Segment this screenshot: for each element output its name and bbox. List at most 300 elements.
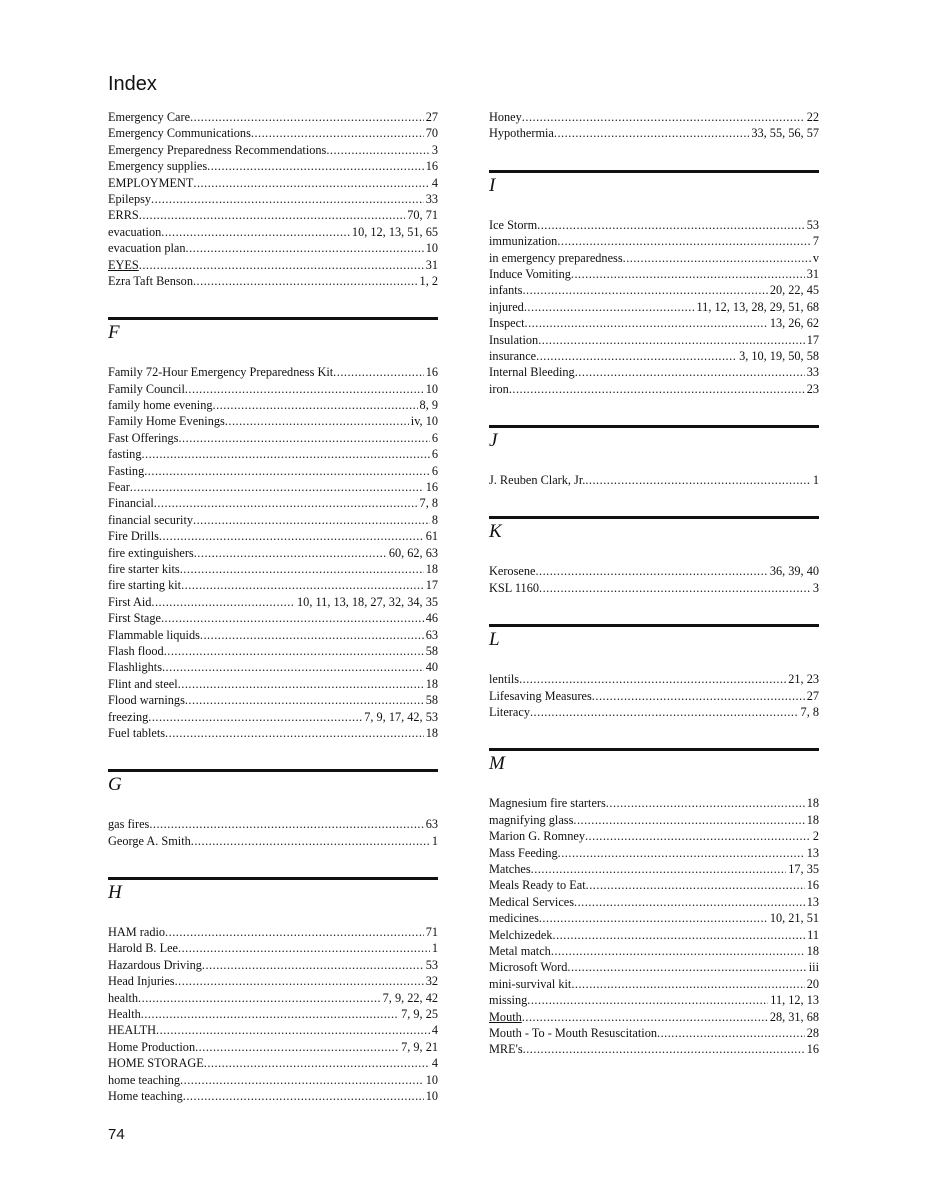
dot-leader [519,671,786,687]
entry-pages: 4 [431,1023,438,1038]
entry-pages: 7 [812,234,819,249]
entry-term: Induce Vomiting [489,266,571,281]
dot-leader [509,381,805,397]
index-entry [108,381,438,397]
dot-leader [525,315,768,331]
dot-leader [522,109,805,125]
entry-term: Ice Storm [489,217,538,232]
entry-term: EMPLOYMENT [108,175,194,190]
entry-pages: 18 [425,725,438,740]
dot-leader [536,348,737,364]
index-column-left [108,109,438,1104]
entry-term: freezing [108,709,149,724]
entry-term: Matches [489,861,531,876]
entry-pages: 8, 9 [419,398,438,413]
entry-pages: 1 [431,833,438,848]
entry-pages: 3, 10, 19, 50, 58 [739,348,819,363]
index-entry [489,250,819,266]
index-entry [108,816,438,832]
entry-term: medicines [489,911,539,926]
index-entry [108,940,438,956]
index-entry [108,676,438,692]
entry-list [489,784,819,1057]
index-entry [108,692,438,708]
entry-term: George A. Smith [108,833,191,848]
dot-leader [141,1006,399,1022]
index-entry [108,594,438,610]
entry-pages: 16 [425,365,438,380]
entry-pages: 4 [431,1056,438,1071]
entry-term: Internal Bleeding [489,365,575,380]
entry-pages: 18 [806,943,819,958]
entry-term: evacuation [108,224,162,239]
entry-term: Meals Ready to Eat [489,878,586,893]
section-letter: L [489,629,500,651]
dot-leader [571,266,805,282]
index-entry [489,580,819,596]
entry-list [489,206,819,397]
dot-leader [162,659,424,675]
index-entry [489,845,819,861]
dot-leader [530,704,799,720]
entry-pages: 58 [425,693,438,708]
index-entry [108,397,438,413]
entry-pages: 36, 39, 40 [769,564,819,579]
entry-pages: 16 [425,480,438,495]
dot-leader [213,397,418,413]
index-entry [489,1025,819,1041]
entry-term: Home Production [108,1039,196,1054]
entry-pages: 11, 12, 13 [770,993,819,1008]
dot-leader [178,430,429,446]
index-entry [489,1041,819,1057]
index-entry [108,175,438,191]
dot-leader [183,1088,424,1104]
entry-term: Flashlights [108,660,162,675]
dot-leader [535,563,767,579]
entry-pages: iii [808,960,819,975]
index-entry [489,266,819,282]
dot-leader [141,446,429,462]
index-entry [108,1039,438,1055]
index-entry [108,479,438,495]
entry-term: Marion G. Romney [489,829,585,844]
entry-term: home teaching [108,1072,181,1087]
entry-term: Emergency supplies [108,159,208,174]
index-entry [108,643,438,659]
dot-leader [159,528,424,544]
entry-term: First Aid [108,594,152,609]
index-entry [108,528,438,544]
entry-pages: 13 [806,894,819,909]
dot-leader [193,512,430,528]
index-entry [489,299,819,315]
index-entry [108,512,438,528]
entry-term: evacuation plan [108,241,186,256]
entry-pages: 23 [806,381,819,396]
index-entry [108,463,438,479]
dot-leader [144,463,430,479]
index-entry [108,142,438,158]
index-entry [489,861,819,877]
entry-list [489,461,819,488]
entry-term: Financial [108,496,154,511]
entry-term: iron [489,381,509,396]
dot-leader [148,709,362,725]
entry-term: Hypothermia [489,126,554,141]
entry-term: fire starter kits [108,561,180,576]
index-section [108,317,438,741]
index-section [108,877,438,1104]
dot-leader [537,217,805,233]
dot-leader [161,610,424,626]
dot-leader [592,688,805,704]
dot-leader [178,940,430,956]
entry-term: Honey [489,110,522,124]
index-entry [108,610,438,626]
entry-term: Ezra Taft Benson [108,273,193,288]
dot-leader [202,957,424,973]
section-letter: J [489,430,498,452]
dot-leader [139,257,424,273]
dot-leader [190,109,424,125]
index-entry [108,240,438,256]
index-section [108,109,438,289]
dot-leader [193,175,429,191]
index-entry [489,976,819,992]
entry-term: health [108,990,139,1005]
dot-leader [558,845,805,861]
dot-leader [527,992,768,1008]
dot-leader [178,676,424,692]
dot-leader [151,594,295,610]
entry-pages: 17 [806,332,819,347]
dot-leader [165,725,424,741]
dot-leader [585,472,811,488]
index-entry [108,833,438,849]
index-entry [108,545,438,561]
entry-list [108,913,438,1104]
dot-leader [175,973,424,989]
index-entry [108,990,438,1006]
entry-pages: 71 [425,925,438,940]
dot-leader [139,207,405,223]
dot-leader [523,1041,805,1057]
entry-term: financial security [108,512,194,527]
dot-leader [524,299,695,315]
entry-term: magnifying glass [489,812,574,827]
entry-term: KSL 1160 [489,580,539,595]
dot-leader [154,495,418,511]
index-section [489,748,819,1057]
entry-pages: 28, 31, 68 [769,1009,819,1024]
entry-term: Mouth - To - Mouth Resuscitation [489,1025,657,1040]
entry-term: family home evening [108,398,213,413]
entry-term: Head Injuries [108,974,175,989]
entry-pages: 18 [425,561,438,576]
dot-leader [207,158,424,174]
entry-pages: v [812,250,819,265]
entry-term: insurance [489,348,537,363]
entry-term: Flash flood [108,643,164,658]
dot-leader [531,861,787,877]
entry-pages: 18 [806,812,819,827]
entry-term: Fire Drills [108,529,159,544]
entry-term: MRE's [489,1042,523,1057]
entry-pages: 4 [431,175,438,190]
entry-pages: 1 [431,941,438,956]
entry-pages: 33 [425,191,438,206]
index-entry [108,207,438,223]
index-section [489,624,819,720]
entry-pages: 60, 62, 63 [388,545,438,560]
entry-term: Fast Offerings [108,430,179,445]
entry-term: in emergency preparedness [489,250,623,265]
entry-pages: 40 [425,660,438,675]
index-entry [108,191,438,207]
entry-pages: 7, 8 [419,496,438,511]
entry-pages: 31 [806,266,819,281]
dot-leader [194,545,387,561]
index-entry [489,943,819,959]
entry-pages: 11, 12, 13, 28, 29, 51, 68 [696,299,819,314]
entry-pages: iv, 10 [410,414,438,429]
dot-leader [180,561,424,577]
index-entry [489,217,819,233]
dot-leader [573,812,804,828]
dot-leader [149,816,423,832]
dot-leader [204,1055,430,1071]
dot-leader [185,692,424,708]
entry-term: Lifesaving Measures [489,688,592,703]
entry-pages: 16 [806,1042,819,1057]
dot-leader [193,273,418,289]
entry-pages: 11 [807,927,819,942]
index-entry [108,577,438,593]
entry-term: HEALTH [108,1023,157,1038]
entry-pages: 7, 9, 22, 42 [382,990,438,1005]
entry-pages: 13 [806,845,819,860]
dot-leader [539,910,768,926]
index-entry [489,109,819,125]
dot-leader [333,364,424,380]
dot-leader [225,413,409,429]
index-entry [108,1088,438,1104]
entry-term: Epilepsy [108,191,152,206]
entry-list [108,805,438,849]
entry-term: Inspect [489,316,525,331]
dot-leader [130,479,424,495]
index-entry [489,381,819,397]
entry-term: infants [489,283,523,298]
entry-pages: 33, 55, 56, 57 [751,126,819,141]
index-section [489,109,819,142]
index-entry [489,125,819,141]
entry-term: immunization [489,234,558,249]
entry-term: HOME STORAGE [108,1056,204,1071]
index-entry [489,563,819,579]
dot-leader [185,381,424,397]
entry-term: fasting [108,447,142,462]
index-entry [489,332,819,348]
entry-term: J. Reuben Clark, Jr. [489,473,586,488]
index-entry [108,1072,438,1088]
section-letter: G [108,774,122,796]
entry-pages: 53 [425,957,438,972]
entry-term: Medical Services [489,894,575,909]
entry-pages: 10, 11, 13, 18, 27, 32, 34, 35 [297,594,438,609]
entry-pages: 17 [425,578,438,593]
entry-pages: 20, 22, 45 [769,283,819,298]
index-entry [489,364,819,380]
entry-pages: 31 [425,257,438,272]
entry-term: Flammable liquids [108,627,200,642]
entry-pages: 17, 35 [788,861,819,876]
index-entry [489,795,819,811]
index-entry [489,233,819,249]
entry-term: Family Home Evenings [108,414,225,429]
index-column-right [489,109,819,1058]
entry-term: fire starting kit [108,578,182,593]
dot-leader [200,627,424,643]
index-entry [489,472,819,488]
entry-term: Kerosene [489,564,536,579]
entry-pages: 7, 9, 21 [401,1039,438,1054]
index-entry [489,688,819,704]
dot-leader [585,828,811,844]
dot-leader [554,125,749,141]
index-entry [108,495,438,511]
index-entry [489,992,819,1008]
index-entry [489,671,819,687]
entry-pages: 10, 12, 13, 51, 65 [351,224,438,239]
entry-term: gas fires [108,817,150,832]
entry-term: Flood warnings [108,693,185,708]
index-entry [108,1022,438,1038]
dot-leader [138,990,381,1006]
dot-leader [657,1025,805,1041]
entry-pages: 16 [806,878,819,893]
entry-pages: 18 [425,676,438,691]
entry-term: Harold B. Lee [108,941,178,956]
dot-leader [538,332,805,348]
dot-leader [251,125,424,141]
page-title: Index [108,73,157,95]
index-entry [108,364,438,380]
entry-term: Fasting [108,463,145,478]
entry-pages: 6 [431,447,438,462]
entry-pages: 7, 9, 25 [401,1007,438,1022]
entry-pages: 10 [425,1072,438,1087]
index-entry [108,125,438,141]
dot-leader [574,894,805,910]
entry-term: Literacy [489,705,530,720]
entry-term: Family 72-Hour Emergency Preparedness Kit [108,365,334,380]
entry-pages: 10 [425,381,438,396]
index-entry [108,430,438,446]
dot-leader [151,191,424,207]
entry-pages: 16 [425,159,438,174]
entry-term: Hazardous Driving [108,957,202,972]
dot-leader [586,877,805,893]
entry-term: injured [489,299,524,314]
entry-term: Microsoft Word [489,960,568,975]
index-entry [489,910,819,926]
index-entry [489,315,819,331]
entry-pages: 2 [812,829,819,844]
index-entry [108,273,438,289]
entry-pages: 18 [806,796,819,811]
entry-term: EYES [108,257,139,272]
index-section [489,516,819,596]
index-entry [108,158,438,174]
index-entry [489,348,819,364]
entry-pages: 63 [425,627,438,642]
dot-leader [623,250,811,266]
entry-list [108,353,438,741]
entry-term: lentils [489,672,520,687]
entry-pages: 61 [425,529,438,544]
entry-pages: 46 [425,611,438,626]
page-number: 74 [108,1126,125,1143]
entry-term: HAM radio [108,925,166,940]
entry-term: Metal match [489,943,551,958]
entry-pages: 32 [425,974,438,989]
dot-leader [165,924,424,940]
entry-list [489,109,819,142]
dot-leader [575,364,805,380]
section-letter: I [489,174,496,196]
dot-leader [522,1009,768,1025]
entry-term: mini-survival kit [489,976,572,991]
entry-pages: 10, 21, 51 [769,911,819,926]
entry-pages: 3 [431,142,438,157]
dot-leader [567,959,806,975]
entry-pages: 33 [806,365,819,380]
entry-pages: 28 [806,1025,819,1040]
dot-leader [557,233,811,249]
entry-term: Home teaching [108,1088,183,1103]
entry-pages: 27 [425,110,438,124]
dot-leader [522,282,767,298]
dot-leader [326,142,430,158]
index-entry [108,561,438,577]
entry-pages: 70 [425,126,438,141]
entry-pages: 7, 9, 17, 42, 53 [364,709,438,724]
index-section [489,170,819,397]
dot-leader [539,580,811,596]
entry-term: Flint and steel [108,676,178,691]
entry-term: Emergency Care [108,110,191,124]
entry-list [489,660,819,720]
dot-leader [156,1022,430,1038]
entry-pages: 10 [425,241,438,256]
index-section [108,769,438,849]
index-entry [489,894,819,910]
index-entry [108,257,438,273]
entry-term: Fear [108,480,130,495]
index-entry [108,109,438,125]
entry-pages: 27 [806,688,819,703]
entry-term: Fuel tablets [108,725,166,740]
index-entry [108,725,438,741]
index-entry [108,413,438,429]
index-entry [489,959,819,975]
dot-leader [553,927,806,943]
index-entry [489,828,819,844]
section-letter: K [489,521,502,543]
entry-term: Mass Feeding [489,845,558,860]
